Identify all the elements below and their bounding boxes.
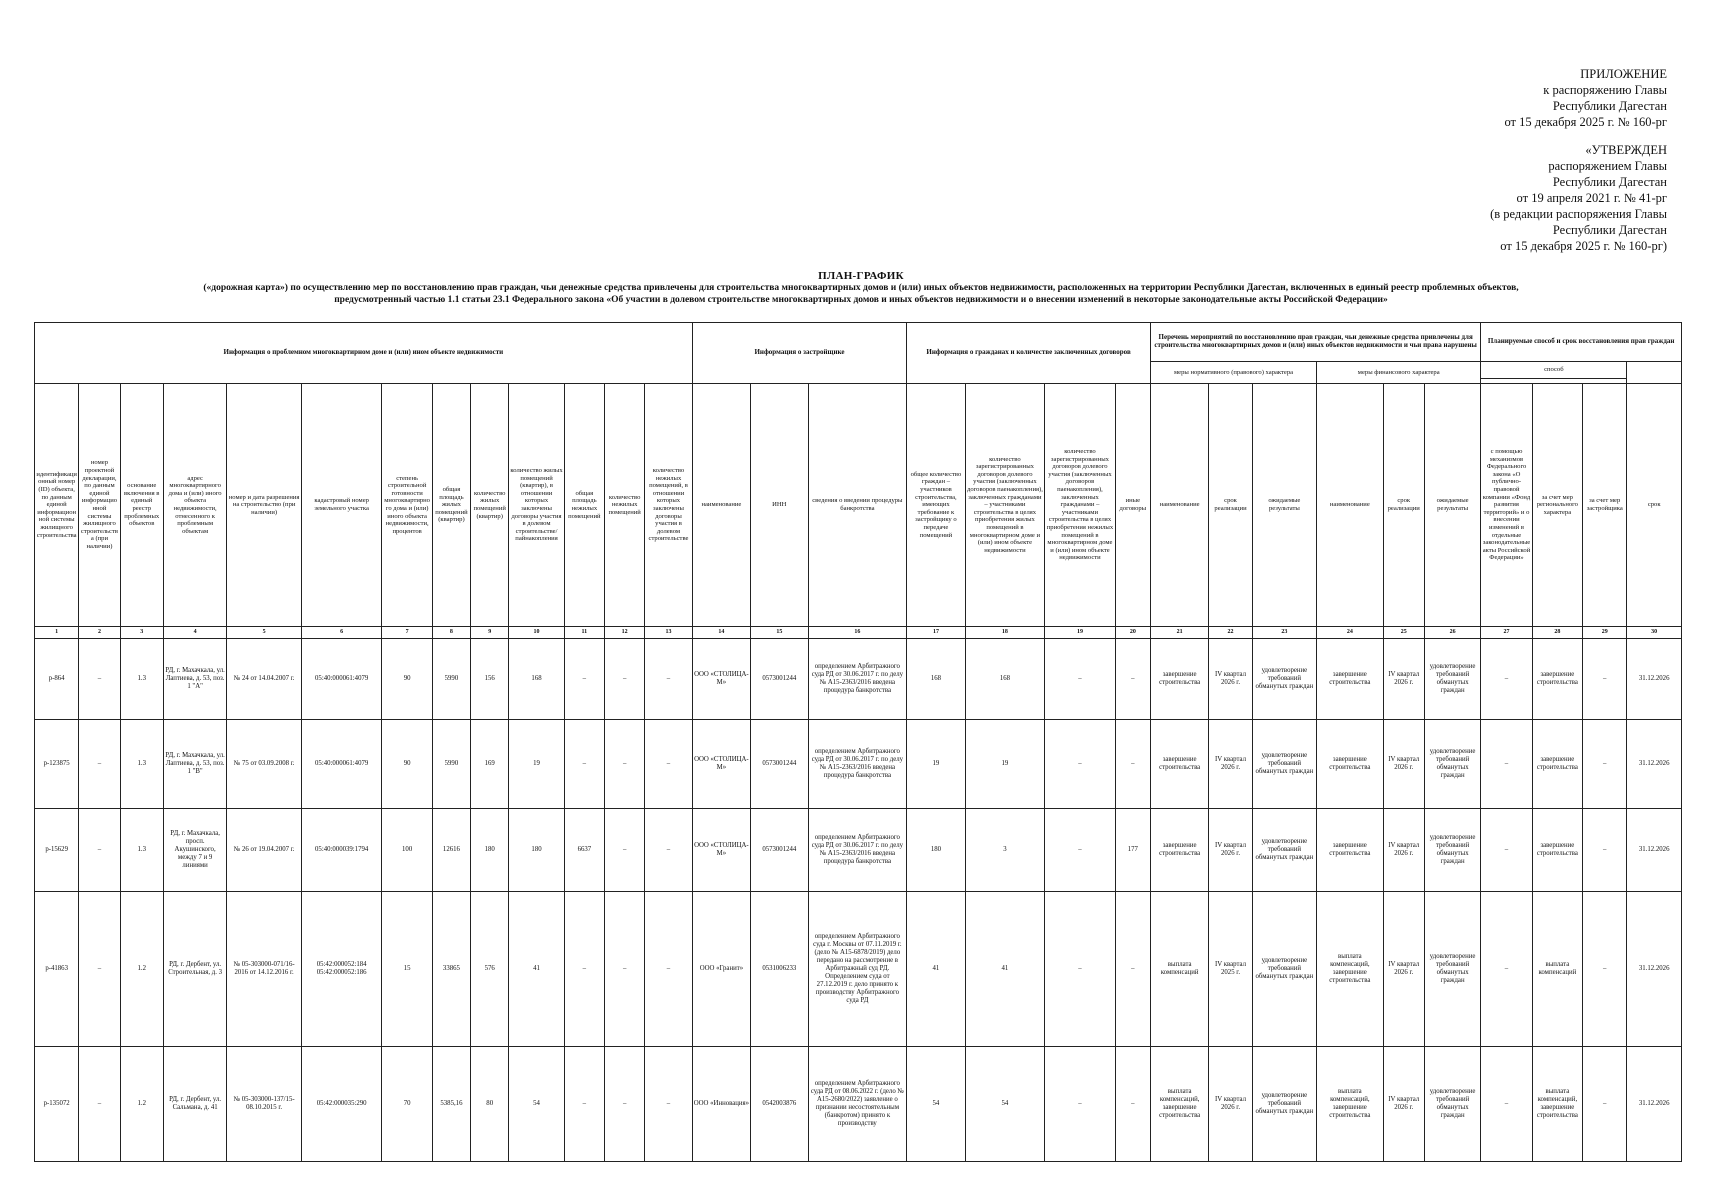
table-cell: – [79, 720, 120, 809]
column-number: 28 [1532, 627, 1582, 639]
table-cell: выплата компенсаций, завершение строительства [1317, 1047, 1383, 1162]
table-cell: определением Арбитражного суда г. Москвы от 07.11.2019 г. (дело № А15-6878/2019) дело передано на рассмотрение в Арбитражный суд РД. Определением суда от 27.12.2019 г. дело принято к производству Арбитражного суда РД [808, 892, 907, 1047]
table-cell: 90 [382, 639, 432, 720]
column-number: 23 [1252, 627, 1316, 639]
table-cell: № 75 от 03.09.2008 г. [227, 720, 302, 809]
column-header: срок [1627, 384, 1682, 627]
column-header: наименование [692, 384, 750, 627]
table-cell: – [645, 720, 692, 809]
column-header: с помощью механизмов Федерального закона «О публично-правовой компании «Фонд развития территорий» и о внесении изменений в отдельные законодательные акты Российской Федерации» [1481, 384, 1532, 627]
appendix-line: Республики Дагестан [1552, 99, 1667, 113]
approved-line: Республики Дагестан [1552, 175, 1667, 189]
table-cell: РД, г. Махачкала, просп. Акушинского, между 7 и 9 линиями [163, 809, 226, 892]
column-header: ИНН [751, 384, 808, 627]
plan-subtitle: («дорожная карта») по осуществлению мер по восстановлению прав граждан, чьи денежные средства привлечены для строительства многоквартирных домов и (или) иных объектов недвижимости, расположенных на территории Республики Дагестан, включенных в единый реестр проблемных объектов, [203, 283, 1519, 293]
table-cell: – [1115, 639, 1150, 720]
column-number: 12 [605, 627, 645, 639]
table-cell: – [1481, 1047, 1532, 1162]
column-headers [35, 384, 1682, 627]
table-cell: РД, г. Дербент, ул. Строительная, д. 3 [163, 892, 226, 1047]
table-cell: – [79, 809, 120, 892]
table-cell: р-15629 [35, 809, 79, 892]
column-header: ожидаемые результаты [1252, 384, 1316, 627]
table-cell: выплата компенсаций [1150, 892, 1208, 1047]
plan-subtitle-2: предусмотренный частью 1.1 статьи 23.1 Федерального закона «Об участии в долевом строительстве многоквартирных домов и иных объектов недвижимости и о внесении изменений в некоторые законодательные акты Российской Федерации» [334, 295, 1388, 305]
group-normative: меры нормативного (правового) характера [1150, 362, 1316, 384]
table-cell: завершение строительства [1532, 720, 1582, 809]
column-number: 15 [751, 627, 808, 639]
column-number: 11 [564, 627, 604, 639]
column-number: 14 [692, 627, 750, 639]
table-cell: – [1583, 639, 1627, 720]
table-cell: РД, г. Дербент, ул. Сальмана, д. 41 [163, 1047, 226, 1162]
table-cell: 19 [965, 720, 1045, 809]
table-cell: – [645, 639, 692, 720]
table-cell: 168 [907, 639, 965, 720]
column-header: количество нежилых помещений, в отношении которых заключены договоры участия в долевом строительстве [645, 384, 692, 627]
table-cell: 33865 [432, 892, 470, 1047]
column-header: основание включения в единый реестр проблемных объектов [120, 384, 163, 627]
table-cell: 1.3 [120, 639, 163, 720]
column-header: общая площадь нежилых помещений [564, 384, 604, 627]
table-cell: р-123875 [35, 720, 79, 809]
table-cell: 41 [509, 892, 564, 1047]
column-number: 17 [907, 627, 965, 639]
plan-title: ПЛАН-ГРАФИК [818, 270, 904, 282]
column-number: 19 [1045, 627, 1116, 639]
column-header: срок реализации [1383, 384, 1424, 627]
column-header: степень строительной готовности многоквартирного дома и (или) иного объекта недвижимости, процентов [382, 384, 432, 627]
table-cell: р-135072 [35, 1047, 79, 1162]
table-cell: 31.12.2026 [1627, 892, 1682, 1047]
table-cell: определением Арбитражного суда РД от 30.06.2017 г. по делу № А15-2363/2016 введена процедура банкротства [808, 720, 907, 809]
table-cell: 5990 [432, 720, 470, 809]
column-header: кадастровый номер земельного участка [301, 384, 382, 627]
table-cell: 180 [509, 809, 564, 892]
table-cell: 0573001244 [751, 720, 808, 809]
table-cell: – [645, 1047, 692, 1162]
table-cell: 168 [965, 639, 1045, 720]
column-header: ожидаемые результаты [1424, 384, 1480, 627]
column-number: 22 [1209, 627, 1252, 639]
column-header: количество жилых помещений (квартир), в отношении которых заключены договоры участия в долевом строительстве/пайнакопления [509, 384, 564, 627]
column-number: 8 [432, 627, 470, 639]
approved-date: от 15 декабря 2025 г. № 160-рг) [1500, 239, 1667, 253]
table-cell: 12616 [432, 809, 470, 892]
table-cell: удовлетворение требований обманутых граждан [1252, 892, 1316, 1047]
table-cell: определением Арбитражного суда РД от 30.06.2017 г. по делу № А15-2363/2016 введена процедура банкротства [808, 639, 907, 720]
table-cell: 177 [1115, 809, 1150, 892]
column-number: 5 [227, 627, 302, 639]
table-cell: 31.12.2026 [1627, 809, 1682, 892]
table-cell: 0573001244 [751, 639, 808, 720]
column-number: 1 [35, 627, 79, 639]
column-header: наименование [1150, 384, 1208, 627]
table-cell: завершение строительства [1532, 809, 1582, 892]
column-number: 2 [79, 627, 120, 639]
table-cell: выплата компенсаций, завершение строительства [1150, 1047, 1208, 1162]
table-cell: 169 [471, 720, 509, 809]
table-cell: 05:42:000052:184 05:42:000052:186 [301, 892, 382, 1047]
column-header: идентификационный номер (ID) объекта, по данным единой информационной системы жилищного строительства [35, 384, 79, 627]
table-cell: 05:40:000039:1794 [301, 809, 382, 892]
column-number: 16 [808, 627, 907, 639]
table-cell: № 05-303000-071/16-2016 от 14.12.2016 г. [227, 892, 302, 1047]
column-number: 10 [509, 627, 564, 639]
table-cell: 156 [471, 639, 509, 720]
group-term-spacer [1627, 362, 1682, 384]
table-cell: № 05-303000-137/15-08.10.2015 г. [227, 1047, 302, 1162]
table-cell: 168 [509, 639, 564, 720]
column-number: 18 [965, 627, 1045, 639]
column-header: за счет мер регионального характера [1532, 384, 1582, 627]
table-cell: – [1481, 720, 1532, 809]
table-cell: – [1583, 809, 1627, 892]
column-header: срок реализации [1209, 384, 1252, 627]
column-header: количество зарегистрированных договоров долевого участия (заключенных договоров паенакопления), заключенных гражданами – участниками строительства в целях приобретения жилых помещений в многоквартирном доме и (или) ином объекте недвижимости [965, 384, 1045, 627]
column-header: общее количество граждан – участников строительства, имеющих требование к застройщику о передаче помещений [907, 384, 965, 627]
column-header: номер и дата разрешения на строительство (при наличии) [227, 384, 302, 627]
table-cell: ООО «СТОЛИЦА-М» [692, 809, 750, 892]
table-cell: удовлетворение требований обманутых граждан [1252, 639, 1316, 720]
table-cell: – [1583, 1047, 1627, 1162]
table-cell: удовлетворение требований обманутых граждан [1424, 720, 1480, 809]
table-cell: – [564, 720, 604, 809]
column-number: 7 [382, 627, 432, 639]
table-cell: 5990 [432, 639, 470, 720]
approved-line: распоряжением Главы [1548, 159, 1667, 173]
table-cell: ООО «СТОЛИЦА-М» [692, 720, 750, 809]
table-cell: – [79, 892, 120, 1047]
table-cell: 1.3 [120, 720, 163, 809]
column-header: за счет мер застройщика [1583, 384, 1627, 627]
table-cell: – [605, 1047, 645, 1162]
column-number: 26 [1424, 627, 1480, 639]
column-header: общая площадь жилых помещений (квартир) [432, 384, 470, 627]
table-cell: выплата компенсаций, завершение строительства [1317, 892, 1383, 1047]
table-cell: – [1045, 809, 1116, 892]
group-citizens: Информация о гражданах и количестве заключенных договоров [907, 323, 1151, 384]
table-row [35, 639, 1682, 720]
document-title [40, 270, 1682, 306]
table-cell: – [1045, 892, 1116, 1047]
table-cell: 54 [509, 1047, 564, 1162]
table-cell: – [564, 639, 604, 720]
table-cell: – [1115, 1047, 1150, 1162]
table-cell: 1.2 [120, 892, 163, 1047]
group-planned: Планируемые способ и срок восстановления прав граждан [1481, 323, 1682, 362]
table-cell: 05:40:000061:4079 [301, 639, 382, 720]
table-cell: ООО «Гранит» [692, 892, 750, 1047]
table-cell: удовлетворение требований обманутых граждан [1424, 809, 1480, 892]
table-cell: определением Арбитражного суда РД от 30.06.2017 г. по делу № А15-2363/2016 введена процедура банкротства [808, 809, 907, 892]
table-cell: IV квартал 2026 г. [1383, 892, 1424, 1047]
table-cell: удовлетворение требований обманутых граждан [1252, 720, 1316, 809]
table-cell: 70 [382, 1047, 432, 1162]
column-header: количество жилых помещений (квартир) [471, 384, 509, 627]
table-cell: – [564, 1047, 604, 1162]
column-number: 24 [1317, 627, 1383, 639]
table-cell: IV квартал 2026 г. [1383, 1047, 1424, 1162]
table-cell: IV квартал 2026 г. [1383, 639, 1424, 720]
table-cell: – [645, 809, 692, 892]
column-header: количество зарегистрированных договоров долевого участия (заключенных договоров паенакопления), заключенных гражданами – участниками строительства в целях приобретения нежилых помещений в многоквартирном доме и (или) ином объекте недвижимости [1045, 384, 1116, 627]
column-header: наименование [1317, 384, 1383, 627]
table-cell: 31.12.2026 [1627, 1047, 1682, 1162]
column-header: адрес многоквартирного дома и (или) иного объекта недвижимости, отнесенного к проблемным объектам [163, 384, 226, 627]
approved-date: от 19 апреля 2021 г. № 41-рг [1516, 191, 1667, 205]
group-measures: Перечень мероприятий по восстановлению прав граждан, чьи денежные средства привлечены для строительства многоквартирных домов и (или) иных объектов недвижимости и чьи права нарушены [1150, 323, 1480, 362]
table-cell: удовлетворение требований обманутых граждан [1424, 1047, 1480, 1162]
table-cell: IV квартал 2026 г. [1209, 639, 1252, 720]
table-cell: выплата компенсаций, завершение строительства [1532, 1047, 1582, 1162]
approved-title: «УТВЕРЖДЕН [1585, 143, 1667, 157]
column-number: 9 [471, 627, 509, 639]
table-cell: завершение строительства [1532, 639, 1582, 720]
table-cell: р-41863 [35, 892, 79, 1047]
group-developer: Информация о застройщике [692, 323, 907, 384]
table-cell: 54 [965, 1047, 1045, 1162]
table-cell: 19 [907, 720, 965, 809]
table-cell: – [1481, 892, 1532, 1047]
table-cell: 90 [382, 720, 432, 809]
table-cell: IV квартал 2026 г. [1383, 720, 1424, 809]
group-method: способ [1481, 362, 1627, 379]
table-cell: 6637 [564, 809, 604, 892]
group-financial: меры финансового характера [1317, 362, 1481, 384]
table-cell: 80 [471, 1047, 509, 1162]
table-cell: – [564, 892, 604, 1047]
table-cell: – [605, 892, 645, 1047]
approved-line: (в редакции распоряжения Главы [1490, 207, 1667, 221]
table-cell: 3 [965, 809, 1045, 892]
table-cell: № 26 от 19.04.2007 г. [227, 809, 302, 892]
table-cell: завершение строительства [1150, 639, 1208, 720]
table-cell: IV квартал 2025 г. [1209, 892, 1252, 1047]
column-number: 13 [645, 627, 692, 639]
approved-line: Республики Дагестан [1552, 223, 1667, 237]
table-cell: 41 [965, 892, 1045, 1047]
appendix-block [1490, 66, 1667, 254]
column-number: 25 [1383, 627, 1424, 639]
table-cell: завершение строительства [1317, 639, 1383, 720]
table-cell: IV квартал 2026 г. [1209, 1047, 1252, 1162]
table-row [35, 1047, 1682, 1162]
column-numbers [35, 627, 1682, 639]
table-cell: 1.3 [120, 809, 163, 892]
table-cell: удовлетворение требований обманутых граждан [1252, 809, 1316, 892]
group-object: Информация о проблемном многоквартирном доме и (или) ином объекте недвижимости [35, 323, 693, 384]
table-cell: ООО «Инновация» [692, 1047, 750, 1162]
table-cell: № 24 от 14.04.2007 г. [227, 639, 302, 720]
column-number: 29 [1583, 627, 1627, 639]
table-cell: – [1045, 1047, 1116, 1162]
column-number: 27 [1481, 627, 1532, 639]
table-cell: 180 [907, 809, 965, 892]
table-cell: РД, г. Махачкала, ул. Лаптиева, д. 53, поз. 1 "А" [163, 639, 226, 720]
table-cell: – [1481, 809, 1532, 892]
table-cell: определением Арбитражного суда РД от 08.06.2022 г. (дело № А15-2680/2022) заявление о признании несостоятельным (банкротом) принято к производству [808, 1047, 907, 1162]
table-cell: – [79, 1047, 120, 1162]
table-cell: – [79, 639, 120, 720]
table-cell: 31.12.2026 [1627, 720, 1682, 809]
table-body [35, 639, 1682, 1162]
table-cell: – [605, 639, 645, 720]
column-header: сведения о введении процедуры банкротства [808, 384, 907, 627]
table-cell: – [645, 892, 692, 1047]
table-cell: IV квартал 2026 г. [1383, 809, 1424, 892]
table-cell: 05:42:000035:290 [301, 1047, 382, 1162]
column-number: 3 [120, 627, 163, 639]
table-cell: 100 [382, 809, 432, 892]
table-cell: IV квартал 2026 г. [1209, 720, 1252, 809]
table-cell: – [1115, 720, 1150, 809]
table-cell: завершение строительства [1150, 809, 1208, 892]
plan-table [34, 322, 1682, 1162]
column-number: 20 [1115, 627, 1150, 639]
column-header: количество нежилых помещений [605, 384, 645, 627]
table-cell: 19 [509, 720, 564, 809]
table-row [35, 892, 1682, 1047]
table-cell: – [605, 720, 645, 809]
table-cell: 0531006233 [751, 892, 808, 1047]
table-cell: 5385,16 [432, 1047, 470, 1162]
table-cell: – [1583, 892, 1627, 1047]
table-cell: завершение строительства [1317, 720, 1383, 809]
column-header: иные договоры [1115, 384, 1150, 627]
table-cell: 41 [907, 892, 965, 1047]
table-cell: 0542003876 [751, 1047, 808, 1162]
table-row [35, 720, 1682, 809]
table-cell: IV квартал 2026 г. [1209, 809, 1252, 892]
table-cell: 1.2 [120, 1047, 163, 1162]
table-cell: 54 [907, 1047, 965, 1162]
table-cell: выплата компенсаций [1532, 892, 1582, 1047]
table-cell: 15 [382, 892, 432, 1047]
table-cell: удовлетворение требований обманутых граждан [1424, 892, 1480, 1047]
column-number: 30 [1627, 627, 1682, 639]
column-header: номер проектной декларации, по данным единой информационной системы жилищного строительства (при наличии) [79, 384, 120, 627]
table-cell: удовлетворение требований обманутых граждан [1424, 639, 1480, 720]
table-cell: 05:40:000061:4079 [301, 720, 382, 809]
column-number: 4 [163, 627, 226, 639]
table-cell: 31.12.2026 [1627, 639, 1682, 720]
table-cell: 576 [471, 892, 509, 1047]
table-cell: – [1115, 892, 1150, 1047]
appendix-title: ПРИЛОЖЕНИЕ [1580, 67, 1667, 81]
table-cell: – [1045, 639, 1116, 720]
appendix-line: к распоряжению Главы [1543, 83, 1667, 97]
table-cell: 180 [471, 809, 509, 892]
column-number: 21 [1150, 627, 1208, 639]
table-cell: р-864 [35, 639, 79, 720]
table-row [35, 809, 1682, 892]
appendix-date: от 15 декабря 2025 г. № 160-рг [1504, 115, 1667, 129]
table-cell: РД, г. Махачкала, ул. Лаптиева, д. 53, поз. 1 "В" [163, 720, 226, 809]
table-cell: – [1481, 639, 1532, 720]
table-cell: – [1045, 720, 1116, 809]
table-cell: удовлетворение требований обманутых граждан [1252, 1047, 1316, 1162]
table-cell: 0573001244 [751, 809, 808, 892]
table-cell: завершение строительства [1317, 809, 1383, 892]
table-cell: ООО «СТОЛИЦА-М» [692, 639, 750, 720]
column-number: 6 [301, 627, 382, 639]
table-cell: – [605, 809, 645, 892]
table-cell: завершение строительства [1150, 720, 1208, 809]
table-cell: – [1583, 720, 1627, 809]
